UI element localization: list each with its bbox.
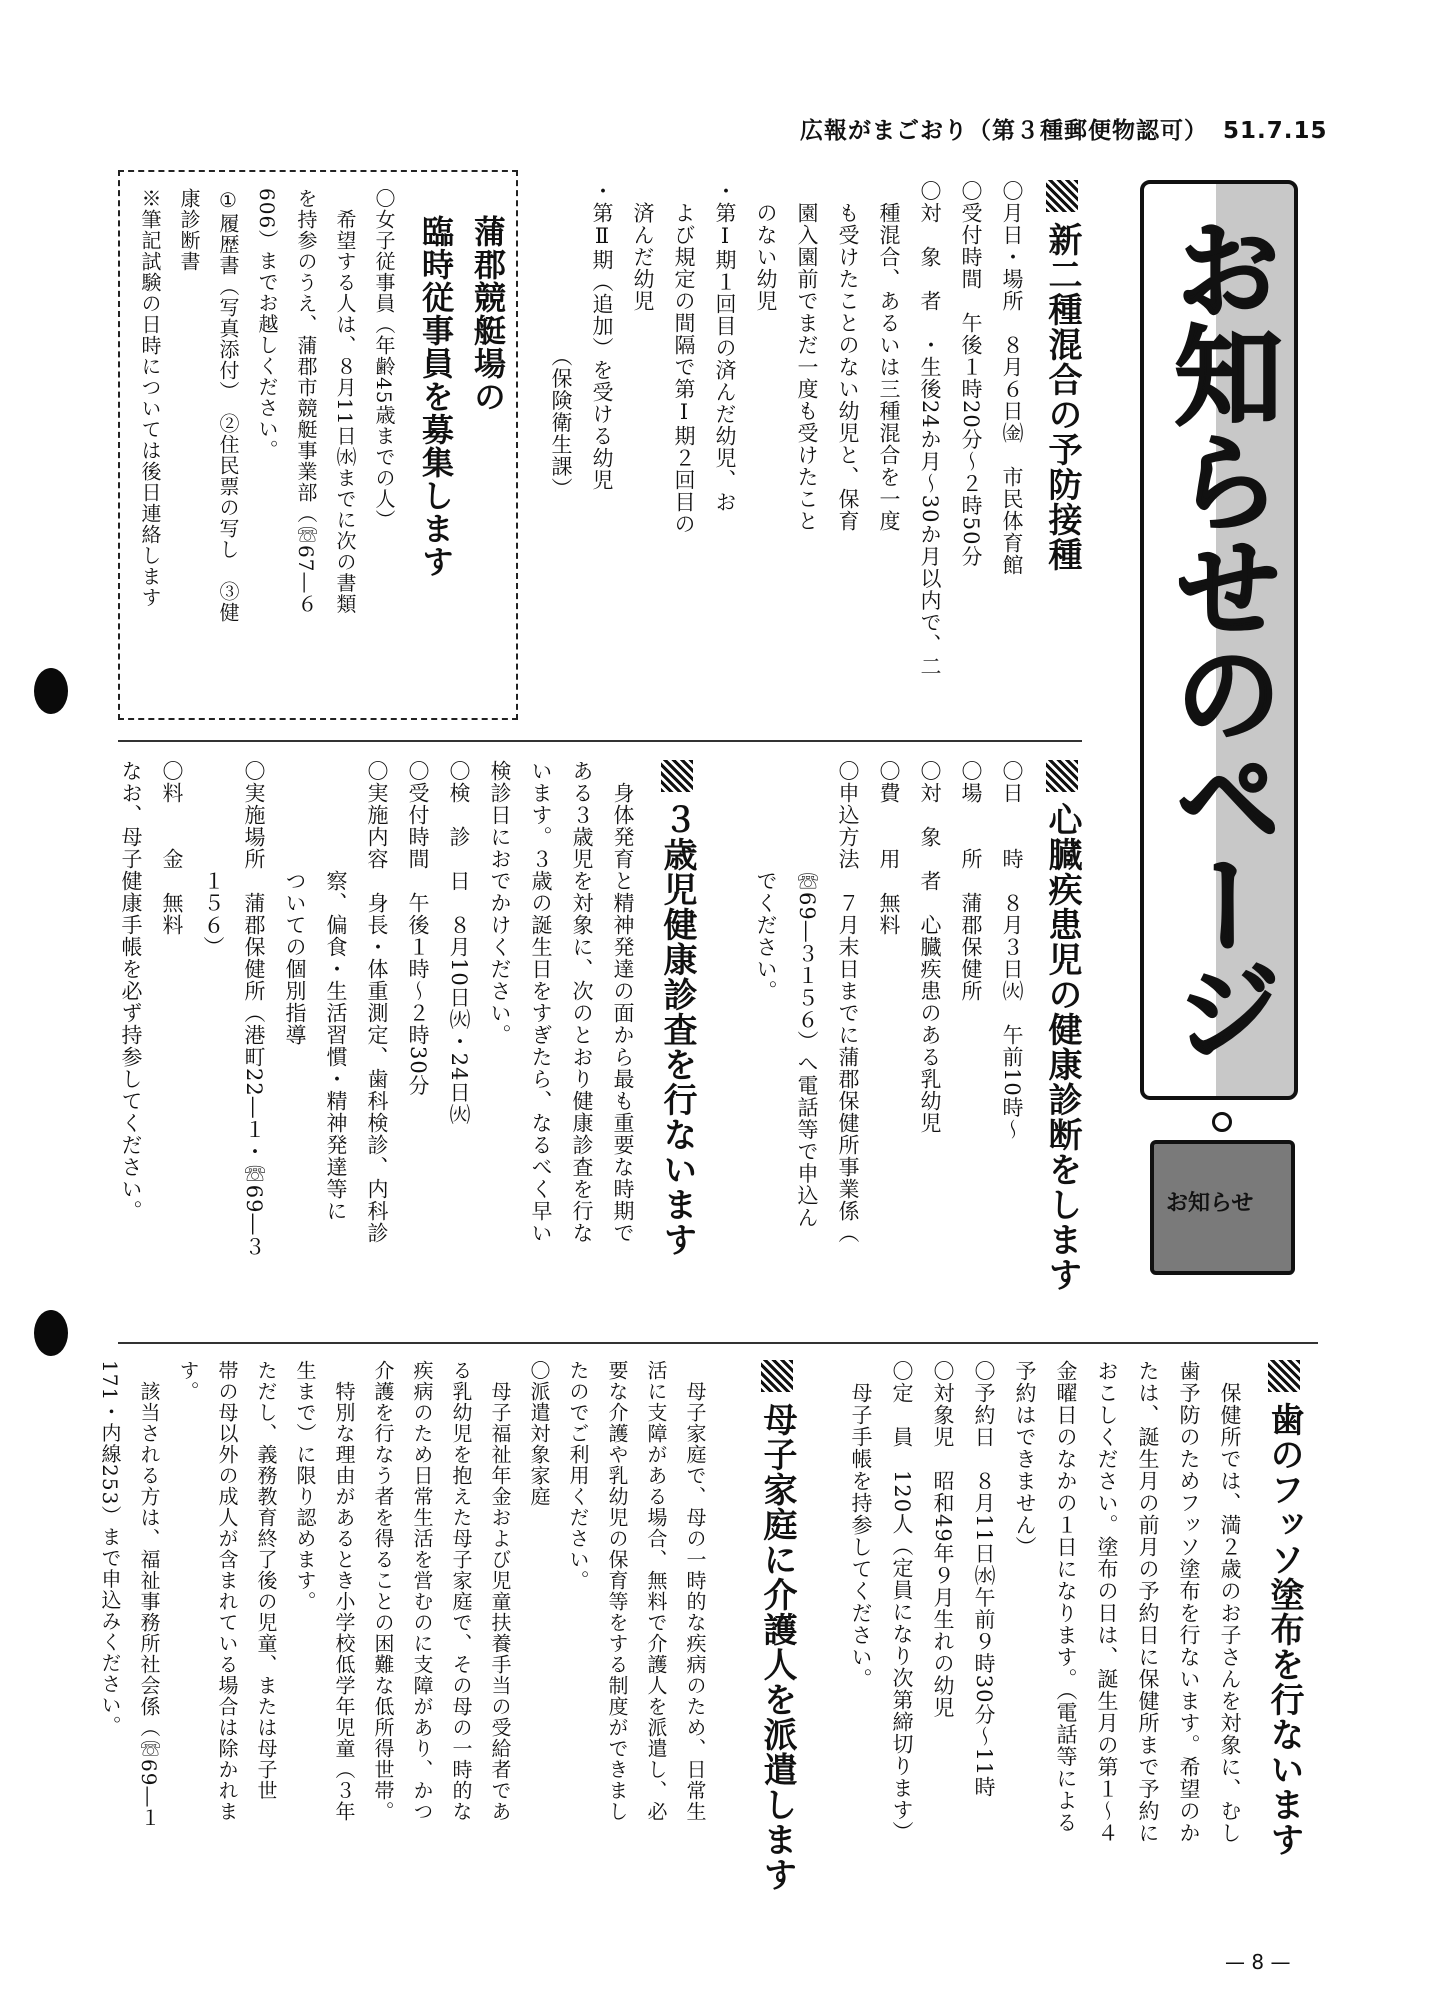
caregiver-title: 母子家庭に介護人を派遣します <box>755 1360 799 1892</box>
heart-body: 〇日 時 ８月３日㈫ 午前10時～ 〇場 所 蒲郡保健所 〇対 象 者 心臓疾患のある乳幼児 〇費 用 無料 〇申込方法 ７月末日までに蒲郡保健所事業係（ ☏69―３１５６）へ電話等で申込ん でください。 <box>754 760 1024 1244</box>
section-mark-icon <box>1046 180 1078 212</box>
page-header <box>800 112 1328 145</box>
three-year-title: ３歳児健康診査を行ないます <box>655 760 699 1257</box>
heart-title: 心臓疾患児の健康診断をします <box>1040 760 1084 1292</box>
notice-board-hook <box>1212 1112 1232 1132</box>
binder-hole-top <box>34 668 68 714</box>
divider-upper-middle <box>118 740 1082 742</box>
header-publication: 広報がまごおり（第３種郵便物認可） <box>800 118 1208 144</box>
caregiver-body: 母子家庭で、母の一時的な疾病のため、日常生 活に支障がある場合、無料で介護人を派遣し、必 要な介護や乳幼児の保育等をする制度ができまし たのでご利用ください。 〇派遣対象家庭 母子福祉年金および児童扶養手当の受給者であ る乳幼児を抱えた母子家庭で、その母の一時的な 疾病のため日常生活を営むのに支障があり、かつ 介護を行なう者を得ることの困難な低所得世帯。 特別な理由があるとき小学校低学年児童（３年 生まで）に限り認めます。 ただし、義務教育終了後の児童、または母子世 帯の母以外の成人が含まれている場合は除かれま す。 該当される方は、福祉事務所社会係（☏69―１ 171・内線253）まで申込みください。 <box>98 1360 707 1829</box>
vaccination-body: 〇月日・場所 ８月６日㈮ 市民体育館 〇受付時間 午後１時20分～２時50分 〇対 象 者 ・生後24か月～30か月以内で、二 種混合、あるいは三種混合を一度 も受けたことのない幼児と、保育 園入園前でまだ一度も受けたこと のない幼児 ・第Ⅰ期１回目の済んだ幼児、お よび規定の間隔で第Ⅰ期２回目の 済んだ幼児 ・第Ⅱ期（追加）を受ける幼児 （保険衛生課） <box>549 180 1024 678</box>
header-date: 51.7.15 <box>1223 118 1328 144</box>
section-mark-icon <box>1046 760 1078 792</box>
fluoride-body: 保健所では、満２歳のお子さんを対象に、むし 歯予防のためフッソ塗布を行ないます。希望のか たは、誕生月の前月の予約日に保健所まで予約に おこしください。塗布の日は、誕生月の第１～４ 金曜日のなかの１日になります。（電話等による 予約はできません） 〇予約日 ８月11日㈬午前９時30分～11時 〇対象児 昭和49年９月生れの幼児 〇定 員 120人（定員になり次第締切ります） 母子手帳を持参してください。 <box>849 1360 1242 1844</box>
racecourse-body: 〇女子従事員（年齢45歳までの人） 希望する人は、８月11日㈬までに次の書類 を持参のうえ、蒲郡市競艇事業部（☏67―６ 606）までお越しください。 ①履歴書（写真添付） ②住民票の写し ③健 康診断書 ※筆記試験の日時については後日連絡します <box>138 188 396 623</box>
divider-lower <box>118 1342 1318 1344</box>
fluoride-title: 歯のフッソ塗布を行ないます <box>1262 1360 1306 1857</box>
binder-hole-bottom <box>34 1310 68 1356</box>
three-year-body: 身体発育と精神発達の面から最も重要な時期で ある３歳児を対象に、次のとおり健康診査を行な います。３歳の誕生日をすぎたら、なるべく早い 検診日におでかけください。 〇検 診 日 ８月10日㈫・24日㈫ 〇受付時間 午後１時～２時30分 〇実施内容 身長・体重測定、歯科検診、内科診 察、偏食・生活習慣・精神発達等に ついての個別指導 〇実施場所 蒲郡保健所（港町22―１・☏69―３ １５６） 〇料 金 無料 なお、母子健康手帳を必ず持参してください。 <box>119 760 635 1258</box>
vaccination-title: 新二種混合の予防接種 <box>1040 180 1084 572</box>
notice-board <box>1150 1140 1295 1275</box>
section-mark-icon <box>661 760 693 792</box>
banner-title: お知らせのページ <box>1156 214 1281 1062</box>
section-mark-icon <box>1268 1360 1300 1392</box>
page-number: — 8 — <box>1225 1950 1291 1974</box>
notice-board-label: お知らせ <box>1166 1191 1254 1216</box>
title-banner <box>1140 180 1298 1100</box>
section-mark-icon <box>761 1360 793 1392</box>
racecourse-title: 蒲郡競艇場の 臨時従事員を募集します <box>417 215 507 578</box>
